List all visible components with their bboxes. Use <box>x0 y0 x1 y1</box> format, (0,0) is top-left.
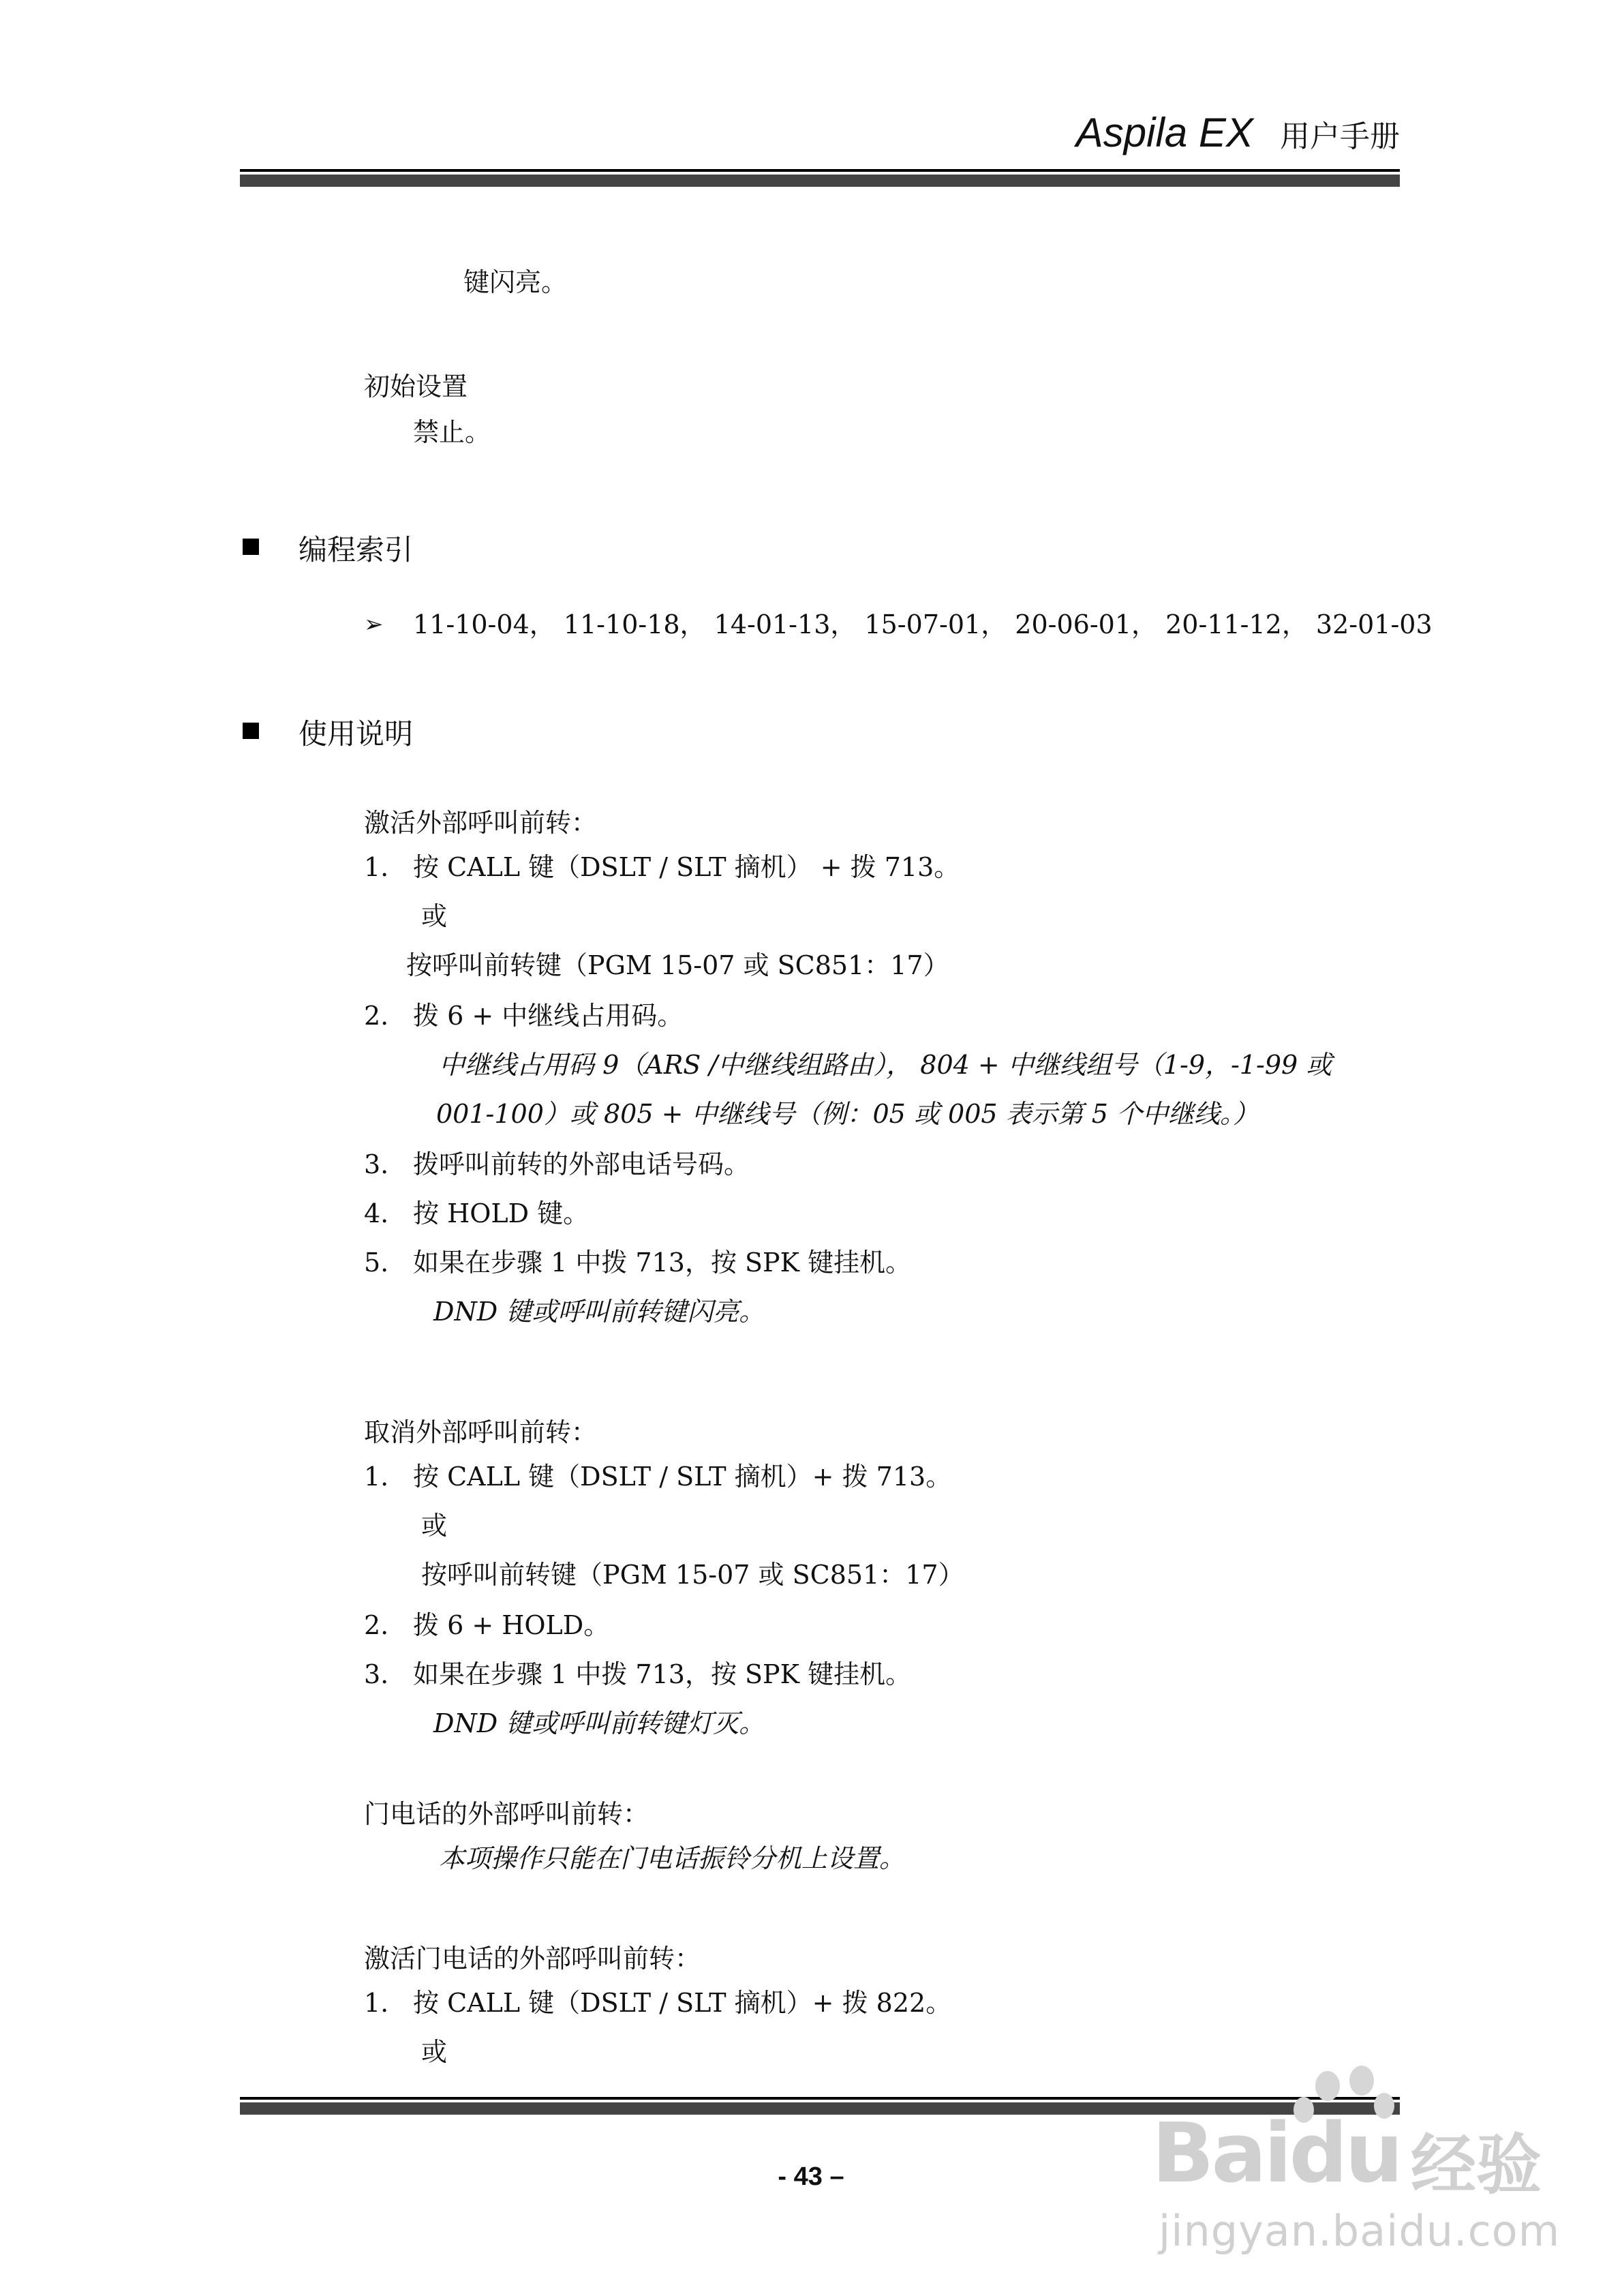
program-index-heading: 编程索引 <box>299 533 414 567</box>
activate-step4: 按 HOLD 键。 <box>413 1198 590 1228</box>
watermark-brand <box>1152 2106 1401 2201</box>
cancel-step1: 按 CALL 键（DSLT / SLT 摘机）+ 拨 713。 <box>413 1462 952 1492</box>
watermark-url: jingyan.baidu.com <box>1159 2206 1561 2256</box>
activate-step3: 拨呼叫前转的外部电话号码。 <box>413 1149 750 1179</box>
door-activate-title: 激活门电话的外部呼叫前转： <box>364 1944 701 1974</box>
header-rule-thin <box>240 169 1400 172</box>
continuation-text: 键闪亮。 <box>463 267 568 297</box>
header-product: Aspila EX <box>1075 110 1253 155</box>
door-activate-step1-num: 1. <box>364 1988 389 2018</box>
header <box>1076 109 1400 156</box>
activate-or: 或 <box>421 901 448 931</box>
activate-step5-num: 5. <box>364 1248 389 1278</box>
cancel-step1-num: 1. <box>364 1462 389 1492</box>
activate-note-line2: 001-100）或 805 + 中继线号（例：05 或 005 表示第 5 个中继线。） <box>436 1099 1259 1129</box>
arrow-bullet-icon: ➢ <box>364 611 384 638</box>
activate-step2-num: 2. <box>364 1001 389 1031</box>
program-index-codes: 11-10-04， 11-10-18， 14-01-13， 15-07-01， 20-06-01， 20-11-12， 32-01-03 <box>413 609 1433 639</box>
activate-step1: 按 CALL 键（DSLT / SLT 摘机） + 拨 713。 <box>413 852 960 882</box>
cancel-step2: 拨 6 + HOLD。 <box>413 1610 610 1640</box>
door-activate-or: 或 <box>421 2037 448 2067</box>
watermark-paw-icon <box>1349 2066 1374 2096</box>
activate-note-result: DND 键或呼叫前转键闪亮。 <box>433 1297 765 1327</box>
cancel-step3: 如果在步骤 1 中拨 713，按 SPK 键挂机。 <box>413 1659 912 1689</box>
section-bullet-icon <box>243 539 259 555</box>
initial-setting-title: 初始设置 <box>364 372 468 402</box>
activate-step5: 如果在步骤 1 中拨 713，按 SPK 键挂机。 <box>413 1248 912 1278</box>
cancel-step2-num: 2. <box>364 1610 389 1640</box>
activate-step2: 拨 6 + 中继线占用码。 <box>413 1001 684 1031</box>
watermark-brand-cn: 经验 <box>1411 2127 1542 2203</box>
section-bullet-icon <box>243 723 259 739</box>
activate-title: 激活外部呼叫前转： <box>364 808 598 838</box>
activate-note-line1: 中继线占用码 9（ARS /中继线组路由）， 804 + 中继线组号（1-9，-1-99 或 <box>439 1050 1332 1080</box>
page-number: - 43 – <box>778 2162 844 2191</box>
door-note: 本项操作只能在门电话振铃分机上设置。 <box>439 1843 906 1873</box>
header-rule-thick <box>240 175 1400 187</box>
watermark <box>1152 2066 1561 2270</box>
header-subtitle: 用户手册 <box>1280 119 1400 154</box>
cancel-alt: 按呼叫前转键（PGM 15-07 或 SC851：17） <box>421 1560 964 1590</box>
cancel-or: 或 <box>421 1511 448 1541</box>
door-activate-step1: 按 CALL 键（DSLT / SLT 摘机）+ 拨 822。 <box>413 1988 952 2018</box>
initial-setting-value: 禁止。 <box>413 417 491 447</box>
watermark-paw-icon <box>1315 2071 1340 2101</box>
cancel-note-result: DND 键或呼叫前转键灯灭。 <box>433 1708 765 1738</box>
watermark-brand-bai: Bai <box>1152 2106 1289 2201</box>
watermark-brand-du: du <box>1289 2106 1401 2201</box>
cancel-step3-num: 3. <box>364 1659 389 1689</box>
activate-step3-num: 3. <box>364 1149 389 1179</box>
door-title: 门电话的外部呼叫前转： <box>364 1799 649 1829</box>
usage-heading: 使用说明 <box>299 717 414 751</box>
activate-step4-num: 4. <box>364 1198 389 1228</box>
activate-step1-num: 1. <box>364 852 389 882</box>
activate-alt: 按呼叫前转键（PGM 15-07 或 SC851：17） <box>406 950 949 980</box>
cancel-title: 取消外部呼叫前转： <box>364 1417 598 1447</box>
